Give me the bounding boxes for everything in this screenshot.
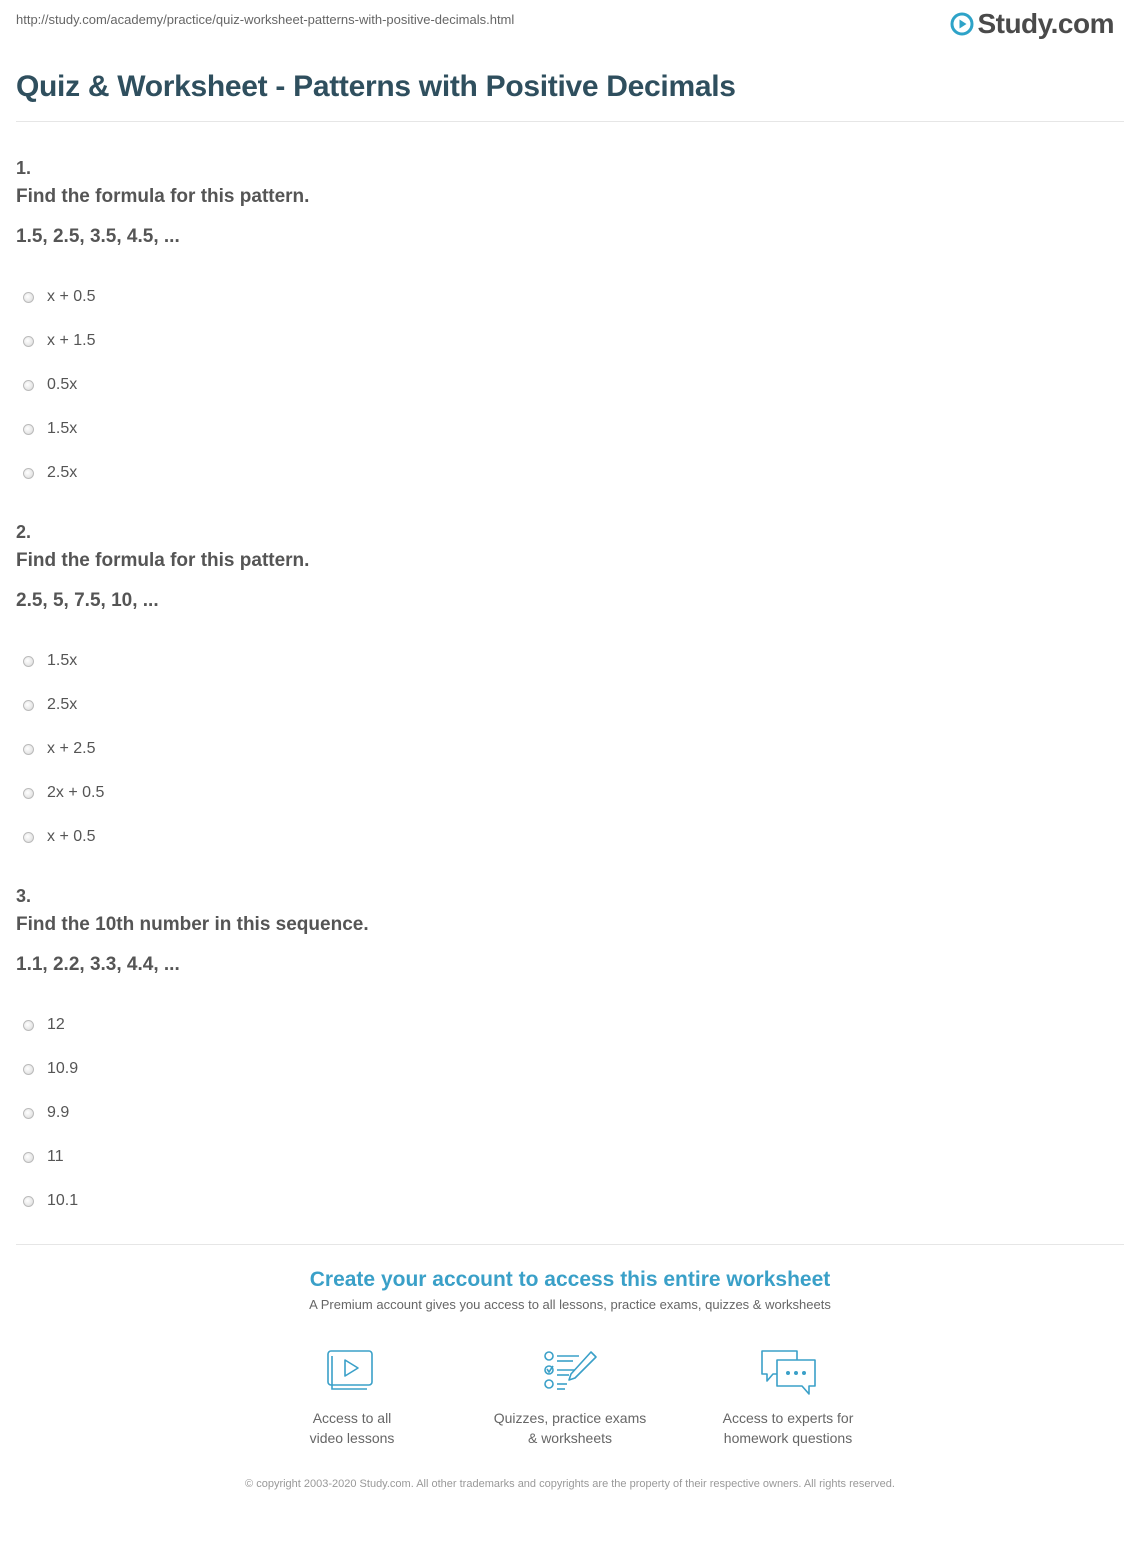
radio-button[interactable] xyxy=(23,788,34,799)
radio-button[interactable] xyxy=(23,380,34,391)
feature-label-line: video lessons xyxy=(309,1430,395,1446)
feature-video-lessons xyxy=(243,1348,461,1448)
answer-option[interactable] xyxy=(16,815,1116,859)
question-sequence: 1.5, 2.5, 3.5, 4.5, ... xyxy=(16,226,180,247)
answer-options xyxy=(16,639,1116,859)
feature-experts xyxy=(679,1348,897,1448)
answer-option[interactable] xyxy=(16,363,1116,407)
chat-experts-icon xyxy=(759,1348,817,1398)
answer-label: x + 2.5 xyxy=(47,740,96,757)
answer-option[interactable] xyxy=(16,1135,1116,1179)
answer-option[interactable] xyxy=(16,771,1116,815)
title-divider xyxy=(16,121,1124,122)
answer-label: 2x + 0.5 xyxy=(47,784,105,801)
question-2 xyxy=(16,519,1116,859)
feature-label-line: Access to all xyxy=(312,1410,392,1426)
answer-option[interactable] xyxy=(16,451,1116,495)
answer-label: x + 0.5 xyxy=(47,828,96,845)
answer-label: 9.9 xyxy=(47,1104,70,1121)
page-header xyxy=(0,0,1140,122)
answer-option[interactable] xyxy=(16,639,1116,683)
answer-options xyxy=(16,1003,1116,1223)
question-1 xyxy=(16,155,1116,495)
answer-label: 0.5x xyxy=(47,376,78,393)
radio-button[interactable] xyxy=(23,1196,34,1207)
answer-label: 10.1 xyxy=(47,1192,79,1209)
question-text: Find the 10th number in this sequence. xyxy=(16,914,369,935)
play-logo-icon xyxy=(950,12,974,36)
answer-option[interactable] xyxy=(16,1047,1116,1091)
feature-label-line: & worksheets xyxy=(527,1430,613,1446)
answer-option[interactable] xyxy=(16,407,1116,451)
answer-label: 10.9 xyxy=(47,1060,79,1077)
question-number: 3. xyxy=(16,886,32,906)
radio-button[interactable] xyxy=(23,336,34,347)
answer-option[interactable] xyxy=(16,727,1116,771)
premium-description: A Premium account gives you access to all lessons, practice exams, quizzes & worksheets xyxy=(309,1297,831,1312)
feature-quizzes xyxy=(461,1348,679,1448)
answer-label: x + 0.5 xyxy=(47,288,96,305)
study-logo[interactable] xyxy=(950,8,1114,40)
logo-text: Study.com xyxy=(977,8,1114,39)
premium-features xyxy=(0,1348,1140,1448)
radio-button[interactable] xyxy=(23,1020,34,1031)
create-account-link[interactable]: Create your account to access this entire worksheet xyxy=(309,1268,831,1291)
radio-button[interactable] xyxy=(23,424,34,435)
page-title: Quiz & Worksheet - Patterns with Positive Decimals xyxy=(16,70,736,103)
question-3 xyxy=(16,883,1116,1223)
answer-label: x + 1.5 xyxy=(47,332,96,349)
radio-button[interactable] xyxy=(23,656,34,667)
question-text: Find the formula for this pattern. xyxy=(16,550,310,571)
question-text: Find the formula for this pattern. xyxy=(16,186,310,207)
feature-label-line: homework questions xyxy=(723,1430,853,1446)
answer-label: 2.5x xyxy=(47,464,78,481)
radio-button[interactable] xyxy=(23,744,34,755)
answer-option[interactable] xyxy=(16,683,1116,727)
answer-option[interactable] xyxy=(16,1091,1116,1135)
answer-label: 2.5x xyxy=(47,696,78,713)
radio-button[interactable] xyxy=(23,468,34,479)
answer-options xyxy=(16,275,1116,495)
answer-label: 1.5x xyxy=(47,652,78,669)
copyright-footer: © copyright 2003-2020 Study.com. All other trademarks and copyrights are the property of their respective owners. All rights reserved. xyxy=(245,1478,895,1490)
video-lesson-icon xyxy=(323,1348,381,1398)
feature-label-line: Quizzes, practice exams xyxy=(493,1410,647,1426)
question-number: 2. xyxy=(16,522,32,542)
answer-option[interactable] xyxy=(16,275,1116,319)
quiz-checklist-icon xyxy=(541,1348,599,1398)
page-url: http://study.com/academy/practice/quiz-worksheet-patterns-with-positive-decimals.html xyxy=(16,12,515,27)
feature-label-line: Access to experts for xyxy=(722,1410,854,1426)
radio-button[interactable] xyxy=(23,1064,34,1075)
radio-button[interactable] xyxy=(23,292,34,303)
answer-label: 1.5x xyxy=(47,420,78,437)
answer-option[interactable] xyxy=(16,1179,1116,1223)
cta-divider xyxy=(16,1244,1124,1245)
radio-button[interactable] xyxy=(23,832,34,843)
question-sequence: 1.1, 2.2, 3.3, 4.4, ... xyxy=(16,954,180,975)
radio-button[interactable] xyxy=(23,1108,34,1119)
create-account-section xyxy=(0,1265,1140,1312)
radio-button[interactable] xyxy=(23,700,34,711)
answer-option[interactable] xyxy=(16,1003,1116,1047)
radio-button[interactable] xyxy=(23,1152,34,1163)
question-sequence: 2.5, 5, 7.5, 10, ... xyxy=(16,590,159,611)
answer-option[interactable] xyxy=(16,319,1116,363)
question-number: 1. xyxy=(16,158,32,178)
answer-label: 11 xyxy=(47,1148,64,1165)
answer-label: 12 xyxy=(47,1016,65,1033)
